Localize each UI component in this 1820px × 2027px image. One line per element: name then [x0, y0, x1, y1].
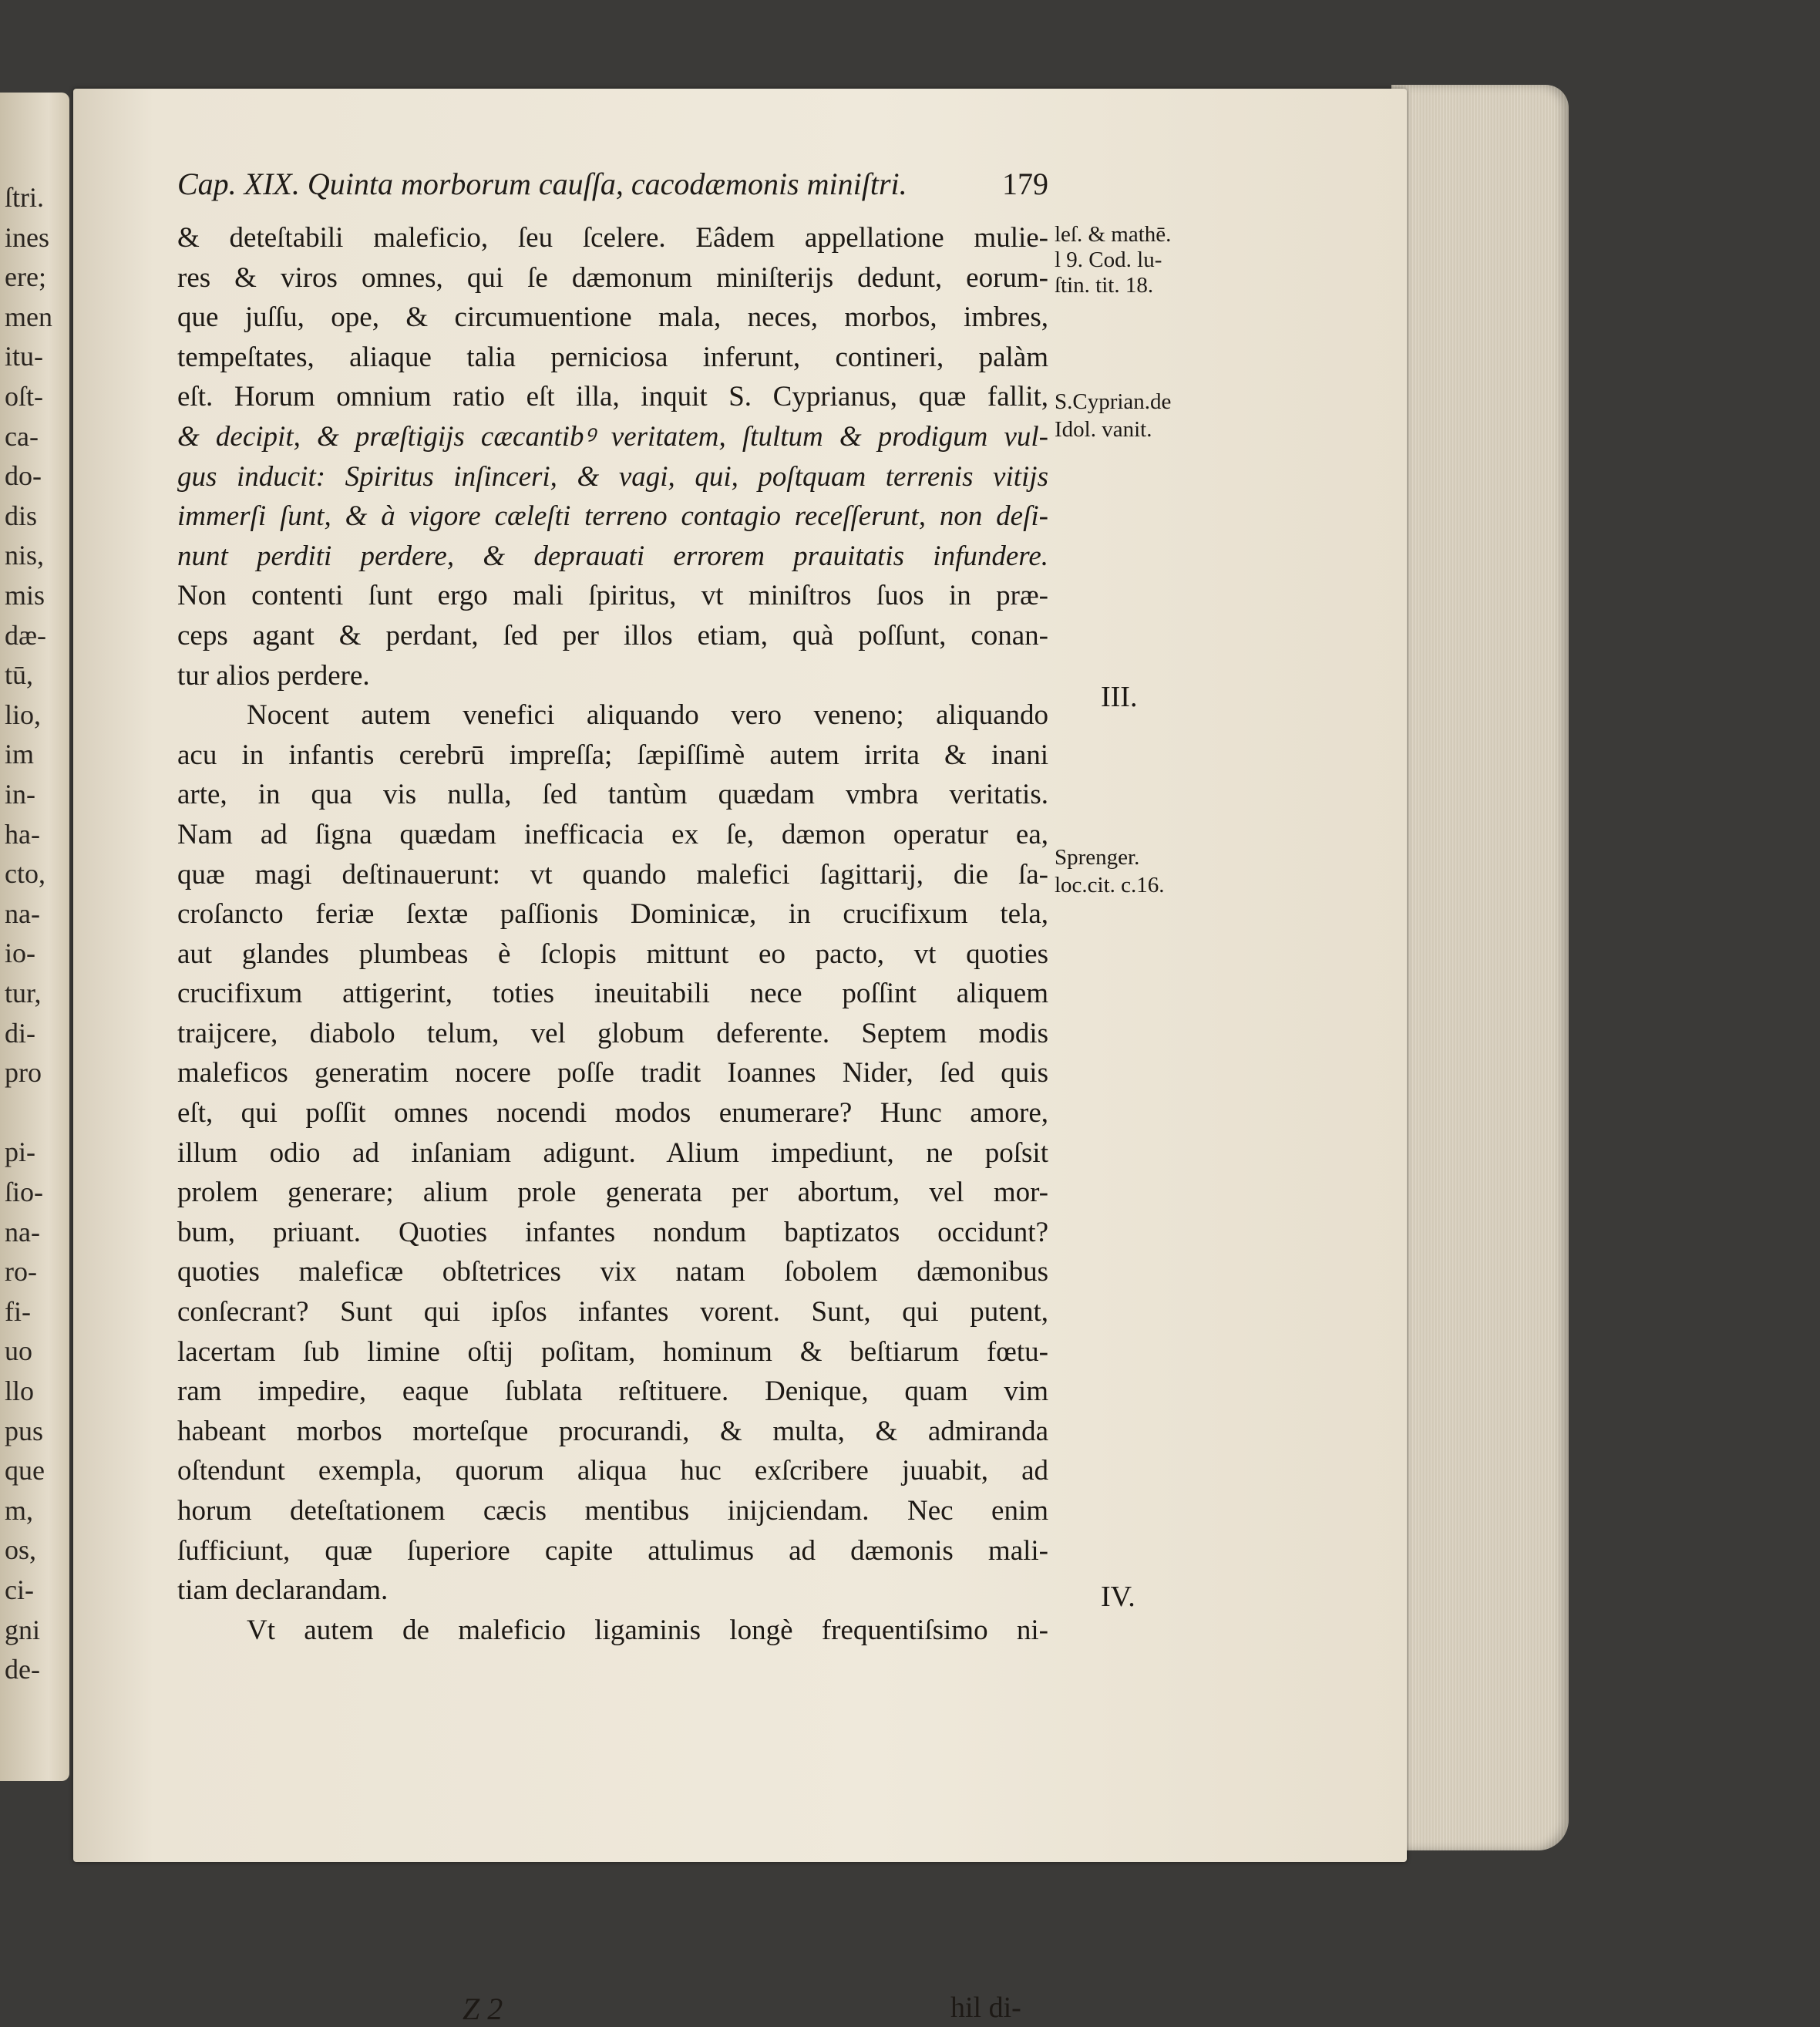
left-page-fragment: na- — [5, 1216, 40, 1248]
running-head — [177, 166, 1048, 209]
left-page-fragment: tur, — [5, 978, 42, 1008]
text-line: ceps agant & perdant, ſed per illos etiam, quà poſſunt, conan- — [177, 619, 1048, 652]
text-line: que juſſu, ope, & circumuentione mala, neces, morbos, imbres, — [177, 301, 1048, 334]
text-line: prolem generare; alium prole generata per abortum, vel mor- — [177, 1177, 1048, 1209]
margin-note: S.Cyprian.de — [1055, 389, 1172, 414]
left-page-fragment: ro- — [5, 1256, 37, 1288]
text-line: aut glandes plumbeas è ſclopis mittunt eo pacto, vt quoties — [177, 938, 1048, 970]
left-page-fragment: oſt- — [5, 381, 43, 412]
left-page-fragment: lio, — [5, 699, 42, 730]
left-page-fragment: ſio- — [5, 1177, 43, 1207]
text-line: horum deteſtationem cæcis mentibus inijciendam. Nec enim — [177, 1495, 1048, 1527]
left-page-fragment: io- — [5, 938, 35, 969]
left-page-fragment: pro — [5, 1057, 42, 1089]
left-page-fragment: ere; — [5, 261, 46, 293]
text-line: ram impedire, eaque ſublata reſtituere. Denique, quam vim — [177, 1375, 1048, 1408]
catchword: hil di- — [950, 1992, 1021, 2024]
body-text — [177, 218, 1048, 1650]
left-page-fragment: itu- — [5, 341, 43, 372]
left-page-fragment: im — [5, 739, 35, 770]
left-page-edge — [0, 93, 69, 1781]
left-page-fragment: gni — [5, 1614, 41, 1645]
left-page-fragment: mis — [5, 580, 45, 611]
text-line: Nam ad ſigna quædam inefficacia ex ſe, dæmon operatur ea, — [177, 818, 1048, 850]
text-line: res & viros omnes, qui ſe dæmonum miniſterijs dedunt, eorum- — [177, 261, 1048, 294]
book-fore-edge — [1391, 85, 1569, 1850]
text-line: crucifixum attigerint, toties ineuitabili nece poſſint aliquem — [177, 978, 1048, 1010]
text-line: illum odio ad inſaniam adigunt. Alium impediunt, ne poſsit — [177, 1136, 1048, 1169]
margin-note: l 9. Cod. lu- — [1055, 247, 1162, 272]
text-line: traijcere, diabolo telum, vel globum deferente. Septem modis — [177, 1017, 1048, 1049]
left-page-fragment: ca- — [5, 420, 39, 452]
text-line: habeant morbos morteſque procurandi, & multa, & admiranda — [177, 1415, 1048, 1447]
text-line: & decipit, & præſtigijs cæcantibꝰ veritatem, ſtultum & prodigum vul- — [177, 420, 1048, 453]
text-line: quæ magi deſtinauerunt: vt quando malefici ſagittarij, die ſa- — [177, 858, 1048, 891]
left-page-fragment: os, — [5, 1534, 37, 1566]
text-line: tempeſtates, aliaque talia perniciosa inferunt, contineri, palàm — [177, 341, 1048, 373]
left-page-fragment: ci- — [5, 1574, 34, 1605]
text-line: conſecrant? Sunt qui ipſos infantes vorent. Sunt, qui putent, — [177, 1296, 1048, 1328]
left-page-fragment: m, — [5, 1494, 34, 1526]
section-number: III. — [1101, 681, 1138, 713]
text-line: oſtendunt exempla, quorum aliqua huc exſcribere juuabit, ad — [177, 1455, 1048, 1487]
left-page-fragment: tū, — [5, 659, 34, 691]
margin-note: Idol. vanit. — [1055, 417, 1152, 442]
text-line: nunt perditi perdere, & deprauati errorem prauitatis infundere. — [177, 540, 1048, 572]
signature-mark: Z 2 — [463, 1992, 503, 2026]
text-line: Non contenti ſunt ergo mali ſpiritus, vt miniſtros ſuos in præ- — [177, 580, 1048, 612]
left-page-fragment: do- — [5, 460, 42, 492]
left-page-fragment: de- — [5, 1654, 40, 1685]
left-page-fragment: fi- — [5, 1295, 31, 1327]
text-line: bum, priuant. Quoties infantes nondum baptizatos occidunt? — [177, 1216, 1048, 1248]
left-page-fragment: llo — [5, 1375, 35, 1406]
left-page-fragment: cto, — [5, 858, 45, 890]
left-page-fragment: nis, — [5, 540, 45, 571]
margin-note: Sprenger. — [1055, 845, 1140, 870]
left-page-fragment: dæ- — [5, 619, 46, 651]
margin-note: leſ. & mathē. — [1055, 222, 1172, 247]
page-number: 179 — [1002, 167, 1048, 201]
margin-note: ſtin. tit. 18. — [1055, 273, 1154, 298]
text-line: eſt, qui poſſit omnes nocendi modos enumerare? Hunc amore, — [177, 1097, 1048, 1130]
left-page-fragment: pi- — [5, 1136, 35, 1168]
text-line: quoties maleficæ obſtetrices vix natam ſobolem dæmonibus — [177, 1256, 1048, 1288]
text-line: Vt autem de maleficio ligaminis longè frequentiſsimo ni- — [247, 1614, 1048, 1646]
text-line: tiam declarandam. — [177, 1574, 389, 1607]
left-page-fragment: uo — [5, 1335, 32, 1367]
text-line: maleficos generatim nocere poſſe tradit Ioannes Nider, ſed quis — [177, 1057, 1048, 1089]
section-number: IV. — [1101, 1581, 1135, 1613]
text-line: lacertam ſub limine oſtij poſitam, hominum & beſtiarum fœtu- — [177, 1335, 1048, 1368]
left-page-fragment: dis — [5, 500, 38, 531]
left-page-fragment: que — [5, 1455, 45, 1487]
text-line: & deteſtabili maleficio, ſeu ſcelere. Eâdem appellatione mulie- — [177, 222, 1048, 254]
left-page-fragment: ſtri. — [5, 182, 44, 213]
text-line: eſt. Horum omnium ratio eſt illa, inquit S. Cyprianus, quæ fallit, — [177, 381, 1048, 413]
text-line: acu in infantis cerebrū impreſſa; ſæpiſſimè autem irrita & inani — [177, 739, 1048, 771]
left-page-fragment: men — [5, 301, 52, 332]
text-line: immerſi ſunt, & à vigore cæleſti terreno contagio receſſerunt, non deſi- — [177, 500, 1048, 533]
left-page-fragment: in- — [5, 779, 35, 810]
text-line: gus inducit: Spiritus inſinceri, & vagi, qui, poſtquam terrenis vitijs — [177, 460, 1048, 493]
text-line: arte, in qua vis nulla, ſed tantùm quædam vmbra veritatis. — [177, 779, 1048, 811]
text-line: ſufficiunt, quæ ſuperiore capite attulimus ad dæmonis mali- — [177, 1534, 1048, 1567]
text-line: tur alios perdere. — [177, 659, 370, 692]
text-line: Nocent autem venefici aliquando vero veneno; aliquando — [247, 699, 1048, 732]
left-page-fragment: na- — [5, 897, 40, 929]
margin-note: loc.cit. c.16. — [1055, 873, 1165, 897]
left-page-fragment: ha- — [5, 818, 40, 850]
text-line: croſanctо feriæ ſextæ paſſionis Dominicæ, in crucifixum tela, — [177, 898, 1048, 931]
left-page-fragment: ines — [5, 221, 49, 253]
left-page-fragment: pus — [5, 1415, 44, 1446]
running-head-title: Cap. XIX. Quinta morborum cauſſa, cacodæmonis miniſtri. — [177, 167, 907, 201]
left-page-fragment: di- — [5, 1017, 35, 1049]
